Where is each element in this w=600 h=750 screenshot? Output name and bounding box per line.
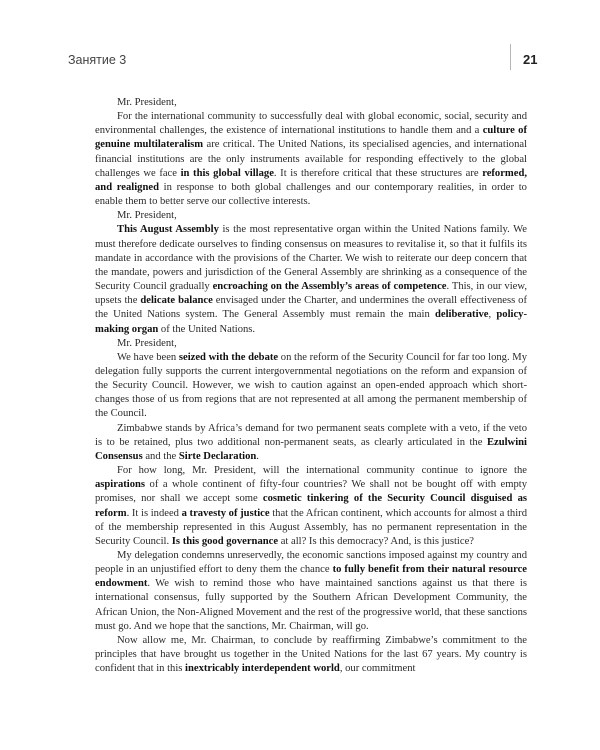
- text-run: . We wish to remind those who have maintained sanctions against us that there is international consensus, fully supported by the Southern African Development Community, the African Union, the Non-Aligned Movement and the rest of the progressive world, that these sanctions must go. And we hope that the sanctions, Mr. Chairman, will go.: [95, 578, 527, 632]
- chapter-title: Занятие 3: [68, 53, 127, 67]
- text-run: Zimbabwe stands by Africa’s demand for two permanent seats complete with a veto, if the veto is to be retained, plus two additional non-permanent seats, as clearly articulated in the: [95, 422, 527, 448]
- text-run: in response to both global challenges and our contemporary realities, in order to enable them to better serve our collective interests.: [95, 181, 527, 208]
- text-run: . It is indeed: [126, 507, 182, 519]
- bold-phrase: Sirte Declaration: [178, 450, 257, 462]
- bold-phrase: Ezulwini Consensus: [95, 436, 527, 462]
- bold-phrase: in this global village: [180, 167, 274, 179]
- bold-phrase: delicate balance: [140, 295, 213, 307]
- text-run: . It is therefore critical that these structures are: [273, 167, 483, 179]
- bold-phrase: aspirations: [95, 479, 146, 491]
- text-run: are critical. The United Nations, its specialised agencies, and international financial institutions are the only instruments available for responding effectively to the global challenges we face: [95, 139, 528, 179]
- text-run: We have been: [117, 351, 179, 363]
- page-header: [0, 0, 600, 80]
- text-run: Mr. President,: [117, 337, 177, 349]
- paragraph: [95, 209, 527, 223]
- bold-phrase: deliberative: [434, 309, 489, 321]
- text-run: of the United Nations.: [158, 323, 256, 335]
- text-run: envisaged under the Charter, and undermines the overall effectiveness of the United Nations system. The General Assembly must remain the main: [95, 295, 527, 321]
- paragraph: [95, 337, 527, 351]
- bold-phrase: This August Assembly: [117, 224, 219, 236]
- text-run: of a whole continent of fifty-four countries? We shall not be bought off with empty promises, nor shall we accept some: [95, 479, 527, 505]
- text-run: ,: [488, 309, 497, 321]
- bold-phrase: cosmetic tinkering of the Security Council disguised as reform: [95, 493, 527, 519]
- bold-phrase: policy-making organ: [95, 309, 527, 335]
- paragraph: [95, 96, 527, 110]
- paragraph: [95, 549, 527, 634]
- text-run: , our commitment: [339, 663, 416, 675]
- text-run: My delegation condemns unreservedly, the economic sanctions imposed against my country and people in an unjustified effort to deny them the chance: [95, 550, 527, 576]
- text-run: .: [256, 450, 259, 462]
- page-number: 21: [523, 52, 538, 67]
- bold-phrase: culture of genuine multilateralism: [95, 125, 527, 151]
- text-run: For the international community to successfully deal with global economic, social, security and environmental challenges, the existence of international institutions to handle them and a: [95, 111, 527, 137]
- bold-phrase: seized with the debate: [178, 351, 279, 363]
- text-run: is the most representative organ within the United Nations family. We must therefore dedicate ourselves to finding consensus on measures to revitalise it, so that it fulfils its mandate in accordance with the provisions of the Charter. We wish to reiterate our deep concern that the mandate, powers and jurisdiction of the General Assembly are shrinking as a consequence of the Security Council gradually: [95, 224, 527, 293]
- text-run: For how long, Mr. President, will the international community continue to ignore the: [117, 465, 527, 477]
- text-run: that the African continent, which accounts for almost a third of the membership represented in this August Assembly, has no permanent representation in the Security Council.: [95, 507, 527, 547]
- paragraph: [95, 464, 527, 549]
- paragraph: [95, 351, 527, 422]
- speech-text: [95, 96, 527, 676]
- bold-phrase: reformed, and realigned: [95, 167, 527, 193]
- bold-phrase: to fully benefit from their natural resource endowment: [95, 564, 527, 590]
- header-divider: [510, 44, 511, 70]
- paragraph: [95, 634, 527, 676]
- text-run: Now allow me, Mr. Chairman, to conclude by reaffirming Zimbabwe’s commitment to the principles that have brought us together in the United Nations for the last 67 years. My country is confident that in this: [95, 634, 527, 675]
- bold-phrase: encroaching on the Assembly’s areas of competence: [212, 281, 447, 293]
- text-run: Mr. President,: [117, 210, 177, 222]
- text-run: at all? Is this democracy? And, is this justice?: [278, 535, 474, 547]
- bold-phrase: inextricably interdependent world: [185, 663, 340, 675]
- paragraph: [95, 223, 527, 336]
- text-run: on the reform of the Security Council for far too long. My delegation fully supports the current intergovernmental negotiations on the reform and expansion of the Security Council. However, we wish to caution against an open-ended approach which short-changes those of us from regions that are not represented at all among the permanent membership of the Council.: [95, 351, 528, 420]
- bold-phrase: Is this good governance: [171, 535, 279, 547]
- bold-phrase: a travesty of justice: [181, 507, 270, 519]
- text-run: . This, in our view, upsets the: [95, 281, 527, 307]
- paragraph: [95, 110, 527, 209]
- text-run: Mr. President,: [117, 97, 177, 108]
- text-run: and the: [142, 450, 179, 462]
- paragraph: [95, 422, 527, 464]
